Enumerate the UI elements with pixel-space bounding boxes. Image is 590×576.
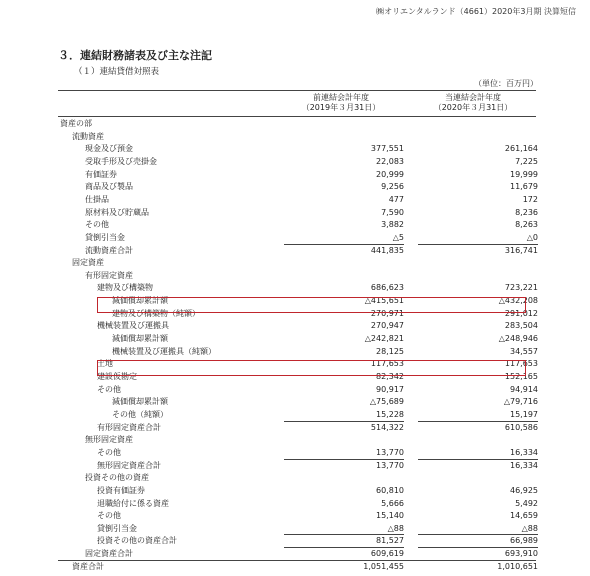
row-value-prior: 270,947: [370, 321, 404, 331]
row-value-prior: 686,623: [370, 283, 404, 293]
table-row: [0, 510, 590, 522]
table-row: [0, 409, 590, 421]
row-value-prior: 477: [388, 194, 404, 204]
row-label: 無形固定資産合計: [97, 460, 161, 470]
row-value-current: 46,925: [510, 485, 538, 495]
row-value-prior: 15,140: [376, 511, 404, 521]
row-value-current: 5,492: [515, 498, 538, 508]
row-value-prior: 13,770: [376, 447, 404, 457]
table-row: [0, 156, 590, 168]
row-label: その他: [97, 384, 121, 394]
row-value-prior: △88: [387, 523, 404, 533]
table-row: [0, 422, 590, 434]
row-value-current: 14,659: [510, 511, 538, 521]
column-header-prior: [276, 93, 406, 113]
column-header-current-line2: （2020年３月31日）: [433, 103, 513, 112]
table-row: [0, 232, 590, 244]
table-row: [0, 131, 590, 143]
column-header-current-line1: 当連結会計年度: [445, 93, 501, 102]
row-label: 有価証券: [85, 169, 117, 179]
row-label: 退職給付に係る資産: [97, 498, 169, 508]
row-value-prior: 15,228: [376, 409, 404, 419]
table-row: [0, 485, 590, 497]
row-value-current: 117,653: [504, 359, 538, 369]
row-label: 土地: [97, 359, 113, 369]
table-row: [0, 143, 590, 155]
row-value-prior: △242,821: [364, 334, 404, 344]
row-value-prior: 28,125: [376, 346, 404, 356]
row-value-prior: △415,651: [364, 296, 404, 306]
row-value-prior: 82,342: [376, 372, 404, 381]
table-row: [0, 169, 590, 181]
document-header: ㈱オリエンタルランド（4661）2020年3月期 決算短信: [376, 7, 576, 16]
table-row: [0, 181, 590, 193]
row-label: 資産合計: [72, 561, 104, 571]
table-header-rule: [58, 116, 536, 117]
row-value-prior: 90,917: [376, 384, 404, 394]
row-value-prior: 1,051,455: [363, 561, 404, 571]
row-value-current: 8,263: [515, 220, 538, 230]
row-value-current: △0: [526, 232, 538, 242]
row-value-prior: 117,653: [370, 359, 404, 369]
row-label: 機械装置及び運搬具: [97, 321, 169, 331]
row-label: 有形固定資産合計: [97, 422, 161, 432]
column-header-current: [408, 93, 538, 113]
table-row: [0, 434, 590, 446]
column-header-prior-line2: （2019年３月31日）: [301, 103, 381, 112]
row-value-prior: 441,835: [370, 245, 404, 255]
row-label: 貸倒引当金: [85, 232, 125, 242]
table-row: [0, 396, 590, 408]
row-label: 流動資産: [72, 131, 104, 141]
row-value-current: 316,741: [504, 245, 538, 255]
column-header-prior-line1: 前連結会計年度: [313, 93, 369, 102]
row-label: 有形固定資産: [85, 270, 133, 280]
row-value-prior: 22,083: [376, 156, 404, 166]
table-row: [0, 523, 590, 535]
table-row: [0, 270, 590, 282]
row-label: 受取手形及び売掛金: [85, 156, 157, 166]
row-value-prior: △75,689: [369, 397, 404, 407]
row-value-prior: 60,810: [376, 485, 404, 495]
row-value-current: 1,010,651: [497, 561, 538, 571]
table-row: [0, 472, 590, 484]
table-row: [0, 257, 590, 269]
row-value-prior: 377,551: [370, 144, 404, 154]
row-value-current: △88: [521, 523, 538, 533]
row-label: 減価償却累計額: [112, 397, 168, 407]
table-row: [0, 460, 590, 472]
row-value-current: 34,557: [510, 346, 538, 356]
table-row: [0, 207, 590, 219]
row-value-prior: 3,882: [381, 220, 404, 230]
table-row: [0, 118, 590, 130]
table-row: [0, 346, 590, 358]
row-value-current: 610,586: [504, 422, 538, 432]
row-value-prior: 20,999: [376, 169, 404, 179]
subsection-title: （１）連結貸借対照表: [74, 67, 160, 77]
highlight-box-construction-in-progress: [97, 360, 526, 376]
row-label: 建物及び構築物（純額）: [112, 308, 200, 318]
row-label: 建物及び構築物: [97, 283, 153, 293]
row-label: 仕掛品: [85, 194, 109, 204]
row-value-prior: 5,666: [381, 498, 404, 508]
row-value-current: △432,208: [498, 296, 538, 306]
row-value-current: 723,221: [504, 283, 538, 293]
table-row: [0, 384, 590, 396]
row-label: 投資その他の資産: [85, 473, 149, 483]
row-label: その他: [97, 447, 121, 457]
table-row: [0, 561, 590, 573]
row-value-current: 261,164: [504, 144, 538, 154]
row-value-prior: △5: [392, 232, 404, 242]
row-value-current: 291,012: [504, 308, 538, 318]
row-label: 機械装置及び運搬具（純額）: [112, 346, 216, 356]
row-label: 減価償却累計額: [112, 296, 168, 306]
row-label: 貸倒引当金: [97, 523, 137, 533]
table-row: [0, 194, 590, 206]
row-label: 無形固定資産: [85, 435, 133, 445]
row-value-current: 172: [522, 194, 538, 204]
table-row: [0, 548, 590, 560]
row-label: 現金及び預金: [85, 144, 133, 154]
row-value-current: 8,236: [515, 207, 538, 217]
table-bottom-rule: [58, 560, 536, 561]
table-row: [0, 535, 590, 547]
row-label: その他: [97, 511, 121, 521]
row-value-prior: 9,256: [381, 182, 404, 192]
row-label: 投資その他の資産合計: [97, 536, 177, 546]
row-value-current: △248,946: [498, 334, 538, 344]
row-value-current: 16,334: [510, 447, 538, 457]
row-value-current: △79,716: [503, 397, 538, 407]
row-value-current: 693,910: [504, 549, 538, 559]
row-value-current: 152,165: [504, 372, 538, 381]
row-label: 商品及び製品: [85, 182, 133, 192]
table-row: [0, 447, 590, 459]
unit-label: （単位：百万円）: [474, 79, 538, 88]
row-label: 固定資産合計: [85, 549, 133, 559]
row-value-current: 19,999: [510, 169, 538, 179]
row-value-current: 11,679: [510, 182, 538, 192]
row-label: その他（純額）: [112, 409, 168, 419]
row-value-prior: 81,527: [376, 536, 404, 546]
row-value-prior: 514,322: [370, 422, 404, 432]
row-label: 資産の部: [60, 119, 92, 128]
row-value-current: 66,989: [510, 536, 538, 546]
row-value-prior: 609,619: [370, 549, 404, 559]
row-value-prior: 7,590: [381, 207, 404, 217]
table-top-rule: [58, 90, 536, 91]
table-row: [0, 498, 590, 510]
row-value-prior: 13,770: [376, 460, 404, 470]
row-label: 流動資産合計: [85, 245, 133, 255]
row-label: 原材料及び貯蔵品: [85, 207, 149, 217]
row-value-prior: 270,971: [370, 308, 404, 318]
row-label: 減価償却累計額: [112, 334, 168, 344]
table-row: [0, 333, 590, 345]
row-value-current: 16,334: [510, 460, 538, 470]
table-row: [0, 282, 590, 294]
row-label: 固定資産: [72, 258, 104, 268]
row-value-current: 7,225: [515, 156, 538, 166]
row-value-current: 15,197: [510, 409, 538, 419]
section-title: ３．連結財務諸表及び主な注記: [58, 49, 212, 62]
row-value-current: 94,914: [510, 384, 538, 394]
table-row: [0, 219, 590, 231]
row-label: その他: [85, 220, 109, 230]
row-label: 建設仮勘定: [97, 372, 137, 381]
table-row: [0, 320, 590, 332]
table-row: [0, 245, 590, 257]
highlight-box-buildings-net: [97, 297, 526, 313]
row-value-current: 283,504: [504, 321, 538, 331]
row-label: 投資有価証券: [97, 485, 145, 495]
